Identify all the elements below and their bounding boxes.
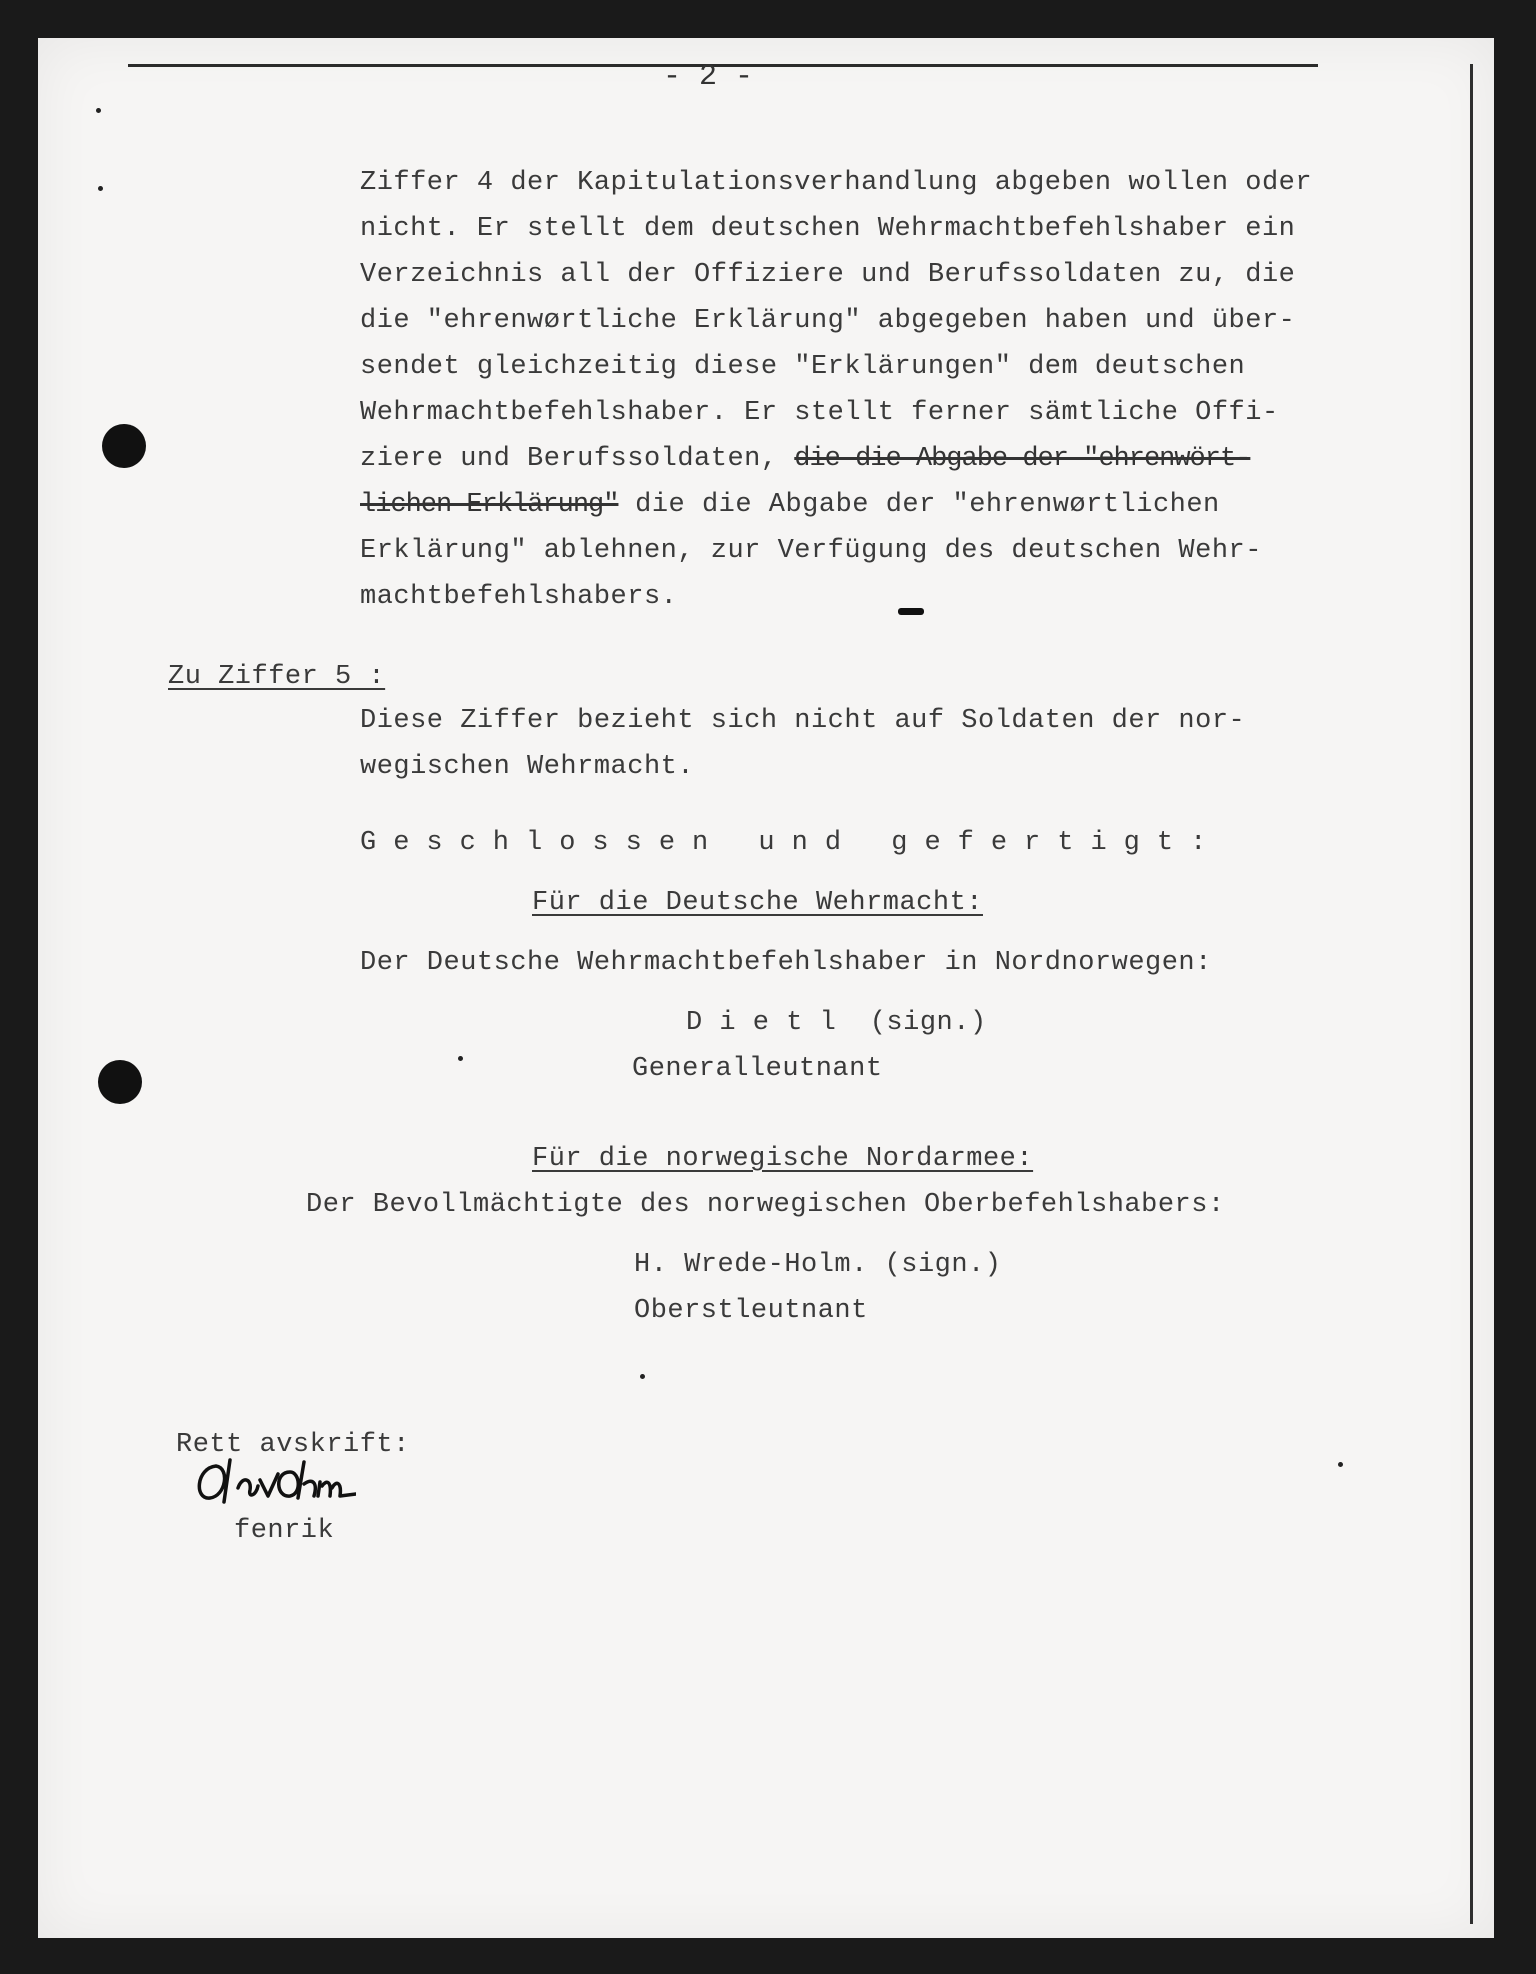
paragraph-line-with-strike	[360, 444, 1250, 474]
german-party-heading: Für die Deutsche Wehrmacht:	[532, 888, 983, 918]
page-number: - 2 -	[663, 60, 754, 94]
paragraph-line: nicht. Er stellt dem deutschen Wehrmachtbefehlshaber ein	[360, 214, 1296, 244]
struck-text: lichen Erklärung"	[360, 490, 619, 520]
punch-hole-lower	[98, 1060, 142, 1104]
main-paragraph	[360, 168, 1470, 668]
paragraph-line: machtbefehlshabers.	[360, 582, 678, 612]
struck-text: die die Abgabe der "ehrenwört-	[794, 444, 1251, 474]
handwritten-signature	[186, 1438, 356, 1518]
paragraph-line: Verzeichnis all der Offiziere und Berufssoldaten zu, die	[360, 260, 1296, 290]
paragraph-line: Ziffer 4 der Kapitulationsverhandlung abgeben wollen oder	[360, 168, 1313, 198]
section-text-line: wegischen Wehrmacht.	[360, 752, 695, 782]
norwegian-signatory-name: H. Wrede-Holm. (sign.)	[634, 1250, 1002, 1280]
closing-line: Geschlossen und gefertigt:	[360, 828, 1224, 858]
speck	[1338, 1462, 1343, 1467]
paragraph-line: sendet gleichzeitig diese "Erklärungen" dem deutschen	[360, 352, 1246, 382]
norwegian-party-heading: Für die norwegische Nordarmee:	[532, 1144, 1034, 1174]
paragraph-line: die "ehrenwørtliche Erklärung" abgegeben haben und über-	[360, 306, 1296, 336]
speck	[458, 1056, 463, 1061]
paragraph-line: Wehrmachtbefehlshaber. Er stellt ferner sämtliche Offi-	[360, 398, 1279, 428]
certification-label: Rett avskrift:	[176, 1430, 410, 1460]
german-party-title: Der Deutsche Wehrmachtbefehlshaber in Nordnorwegen:	[360, 948, 1212, 978]
paragraph-line: die die Abgabe der "ehrenwørtlichen	[618, 490, 1220, 520]
speck	[96, 108, 101, 113]
section-text-line: Diese Ziffer bezieht sich nicht auf Soldaten der nor-	[360, 706, 1246, 736]
document-page	[38, 38, 1494, 1938]
right-margin-rule	[1470, 64, 1473, 1924]
section-heading: Zu Ziffer 5 :	[168, 662, 386, 692]
certification-rank: fenrik	[234, 1516, 335, 1546]
paragraph-line-with-strike	[360, 490, 1220, 520]
punch-hole-upper	[102, 424, 146, 468]
norwegian-party-title: Der Bevollmächtigte des norwegischen Oberbefehlshabers:	[306, 1190, 1225, 1220]
german-signatory-rank: Generalleutnant	[632, 1054, 883, 1084]
speck	[98, 186, 103, 191]
norwegian-signatory-rank: Oberstleutnant	[634, 1296, 868, 1326]
speck	[640, 1374, 645, 1379]
paragraph-line: ziere und Berufssoldaten,	[360, 444, 778, 474]
german-signatory-name: D i e t l (sign.)	[686, 1008, 987, 1038]
paragraph-line: Erklärung" ablehnen, zur Verfügung des deutschen Wehr-	[360, 536, 1262, 566]
